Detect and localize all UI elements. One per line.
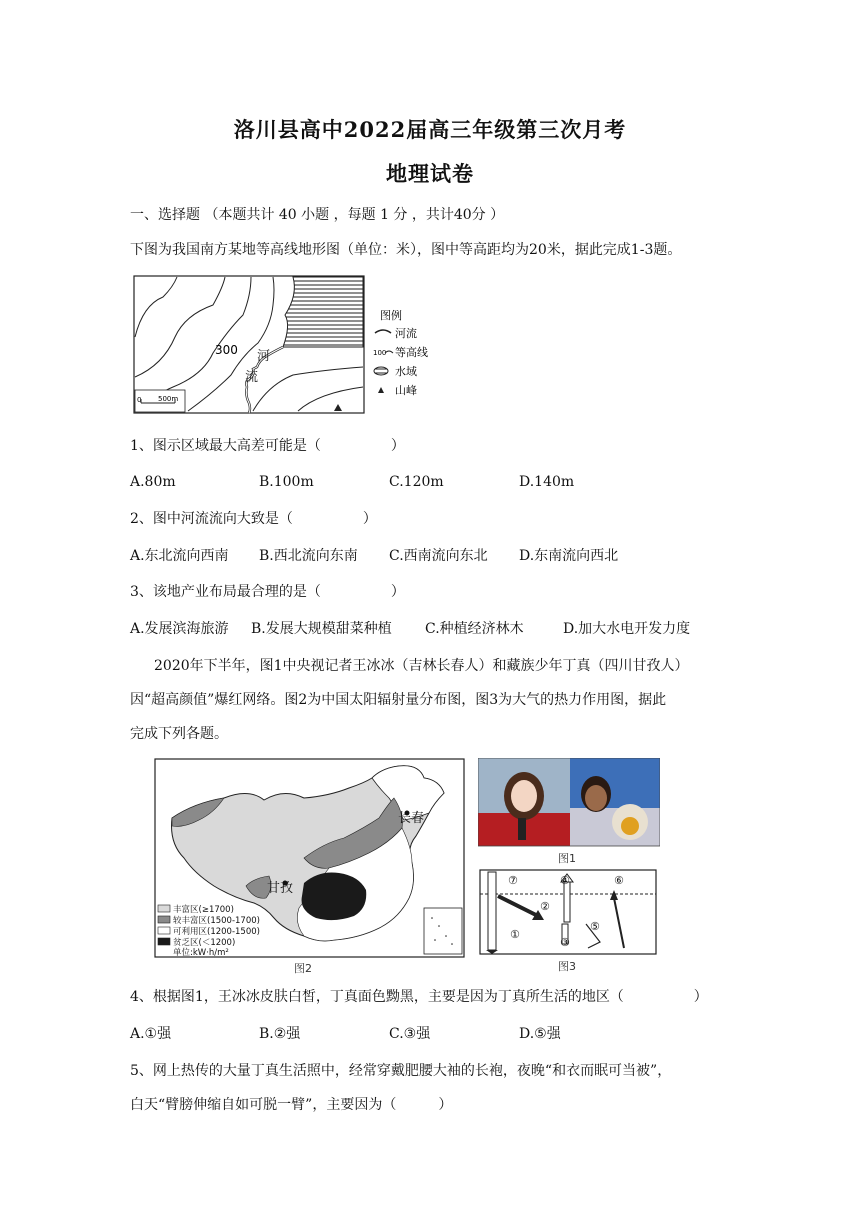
fig3-label-3: ③: [560, 936, 570, 949]
intro-paragraph-2-line-3: 完成下列各题。: [130, 726, 228, 742]
intro-paragraph-2-line-1: 2020年下半年，图1中央视记者王冰冰（吉林长春人）和藏族少年丁真（四川甘孜人）: [154, 658, 689, 674]
intro-paragraph-2-line-2: 因“超高颜值”爆红网络。图2为中国太阳辐射量分布图，图3为大气的热力作用图，据此: [130, 692, 667, 708]
q2-option-d: D.东南流向西北: [519, 548, 619, 564]
q2-option-c: C.西南流向东北: [389, 548, 488, 564]
q3-option-d: D.加大水电开发力度: [563, 621, 691, 637]
river-legend-icon: [375, 330, 391, 333]
river-char-1: 河: [257, 349, 271, 364]
document-title: 洛川县高中2022届高三年级第三次月考: [233, 117, 627, 142]
fig2-legend-poor: 贫乏区(＜1200): [173, 938, 236, 948]
question-5-line-1: 5、网上热传的大量丁真生活照中，经常穿戴肥腰大袖的长袍，夜晚“和衣而眠可当被”，: [130, 1063, 672, 1079]
q4-option-c: C.③强: [389, 1026, 431, 1042]
scale-label: 500m: [158, 395, 179, 403]
q4-option-b: B.②强: [259, 1026, 301, 1042]
figure-3-diagram: [478, 868, 660, 976]
figure-2-caption: 图2: [294, 962, 312, 975]
q4-option-d: D.⑤强: [519, 1026, 561, 1042]
q3-option-a: A.发展滨海旅游: [130, 621, 229, 637]
question-4: 4、根据图1，王冰冰皮肤白皙，丁真面色黝黑，主要是因为丁真所生活的地区（ ）: [130, 989, 708, 1005]
figure-1-photos: [478, 758, 660, 868]
question-5-line-2: 白天“臂膀伸缩自如可脱一臂”，主要因为（ ）: [130, 1097, 453, 1113]
fig3-label-4: ④: [560, 874, 570, 887]
intro-paragraph-1: 下图为我国南方某地等高线地形图（单位：米），图中等高距均为20米，据此完成1-3题。: [130, 242, 682, 258]
fig2-legend-rich: 丰富区(≥1700): [173, 905, 234, 915]
q2-option-b: B.西北流向东南: [259, 548, 358, 564]
q1-option-b: B.100m: [259, 474, 314, 490]
contour-label-300: 300: [215, 343, 238, 357]
river-char-2: 流: [245, 370, 259, 385]
q3-option-b: B.发展大规模甜菜种植: [251, 621, 392, 637]
city-ganzi-label: 甘孜: [267, 881, 294, 896]
figure-1-caption: 图1: [558, 852, 576, 865]
svg-text:0: 0: [137, 396, 142, 404]
fig2-unit: 单位:kW·h/m²: [173, 948, 229, 958]
fig3-label-6: ⑥: [614, 874, 624, 887]
fig3-label-7: ⑦: [508, 874, 518, 887]
fig3-label-5: ⑤: [590, 920, 600, 933]
question-3: 3、该地产业布局最合理的是（ ）: [130, 584, 405, 600]
q1-option-a: A.80m: [130, 474, 176, 490]
q4-option-a: A.①强: [130, 1026, 172, 1042]
q2-option-a: A.东北流向西南: [130, 548, 229, 564]
peak-legend-icon: [378, 387, 384, 393]
fig2-legend-fairly-rich: 较丰富区(1500-1700): [173, 916, 260, 926]
document-subtitle: 地理试卷: [386, 161, 474, 186]
q3-option-c: C.种植经济林木: [425, 621, 524, 637]
legend-title: 图例: [380, 309, 402, 322]
legend-water: 水域: [395, 365, 417, 378]
legend-river: 河流: [395, 327, 417, 340]
fig3-label-1: ①: [510, 928, 520, 941]
question-2: 2、图中河流流向大致是（ ）: [130, 511, 377, 527]
fig2-legend-usable: 可利用区(1200-1500): [173, 927, 260, 937]
fig3-label-2: ②: [540, 900, 550, 913]
svg-text:100: 100: [373, 349, 387, 357]
water-legend-icon: [374, 367, 388, 375]
legend-peak: 山峰: [395, 384, 417, 397]
q1-option-d: D.140m: [519, 474, 575, 490]
solar-radiation-map-figure: [154, 758, 466, 976]
city-changchun-label: 长春: [398, 811, 425, 826]
figure-3-caption: 图3: [558, 960, 576, 973]
legend-contour: 等高线: [395, 346, 428, 359]
contour-map-figure: [133, 275, 433, 415]
q1-option-c: C.120m: [389, 474, 444, 490]
question-1: 1、图示区域最大高差可能是（ ）: [130, 438, 405, 454]
section-heading: 一、选择题 （本题共计 40 小题 ，每题 1 分 ，共计40分 ）: [130, 207, 505, 223]
